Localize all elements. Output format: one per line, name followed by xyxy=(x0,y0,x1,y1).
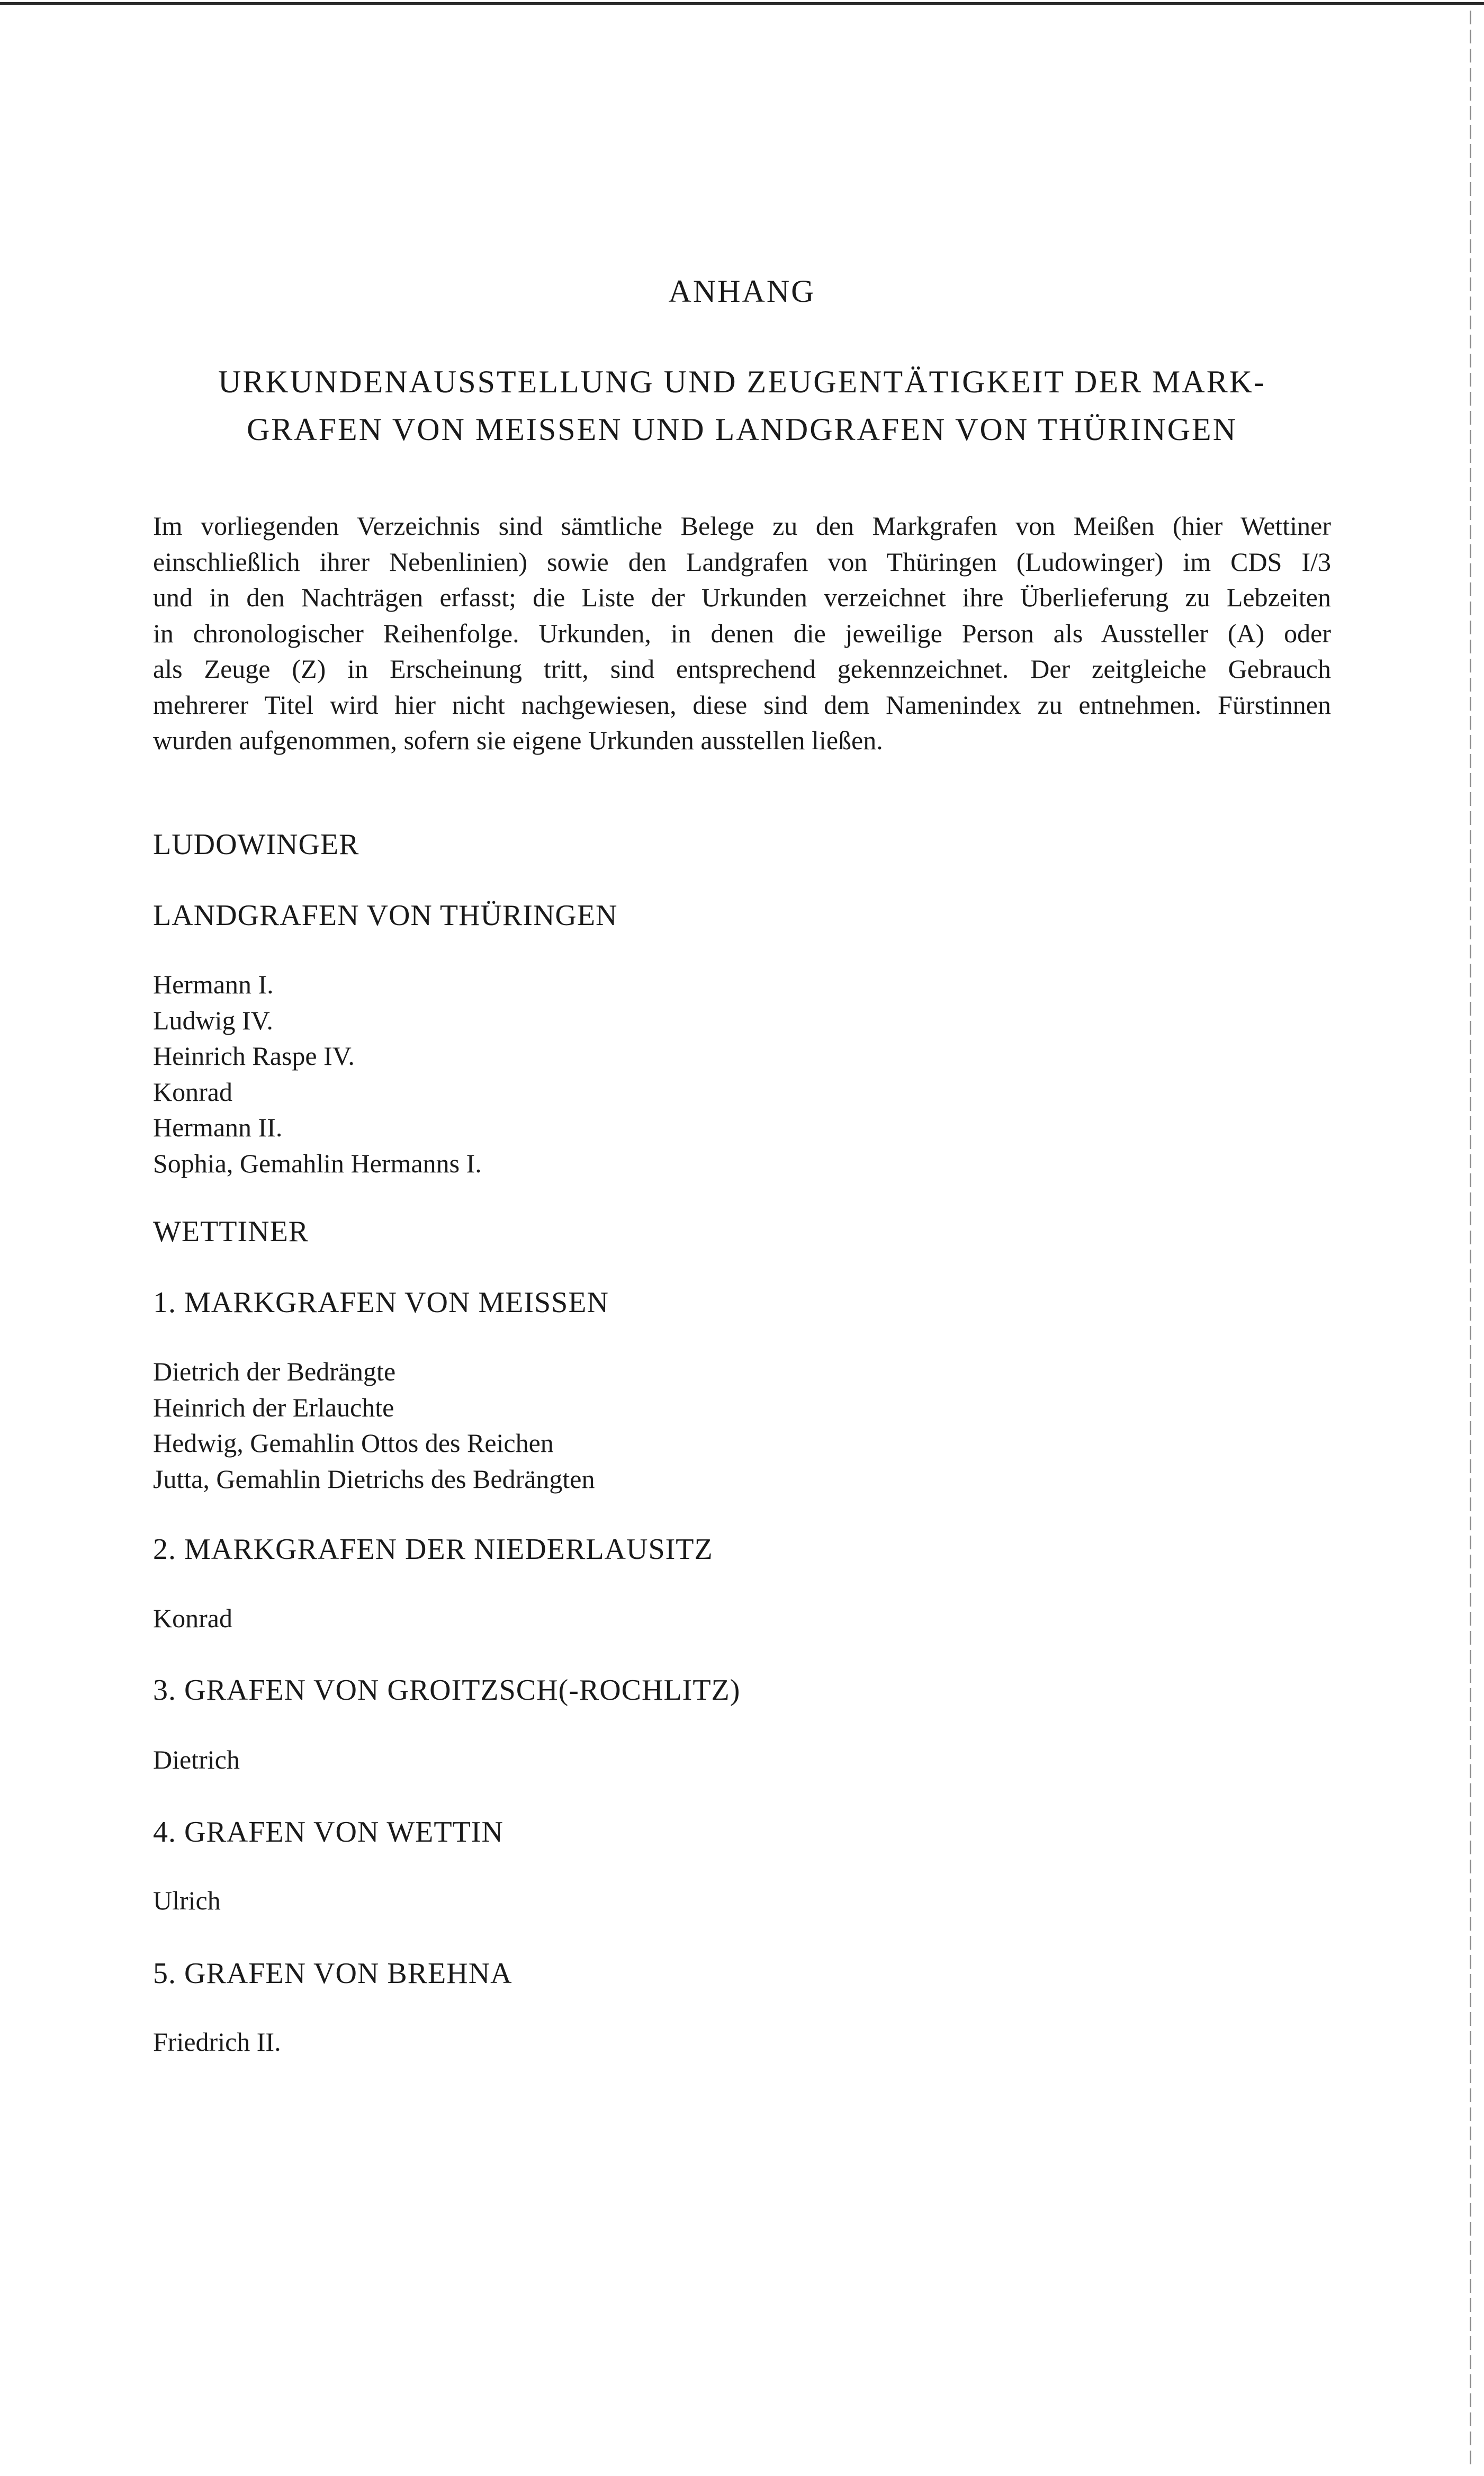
main-title-line-1: URKUNDENAUSSTELLUNG UND ZEUGENTÄTIGKEIT DER MARK- xyxy=(218,364,1266,399)
intro-line-4: in chronologischer Reihenfolge. Urkunden, in denen die jeweilige Person als Aussteller (A) oder xyxy=(153,618,1331,648)
main-title xyxy=(153,358,1331,453)
list-item: Dietrich der Bedrängte xyxy=(153,1357,396,1386)
page-edge-line xyxy=(1470,11,1471,2468)
ludowinger-name-list xyxy=(153,967,482,1181)
list-item: Dietrich xyxy=(153,1745,240,1774)
section-5-name-list xyxy=(153,2024,281,2060)
section-1-name-list xyxy=(153,1354,595,1497)
ludowinger-title: LUDOWINGER xyxy=(153,828,359,861)
intro-line-1: Im vorliegenden Verzeichnis sind sämtliche Belege zu den Markgrafen von Meißen (hier Wettiner xyxy=(153,511,1331,541)
list-item: Friedrich II. xyxy=(153,2027,281,2057)
wettiner-title: WETTINER xyxy=(153,1215,309,1248)
section-3-title: 3. GRAFEN VON GROITZSCH(-ROCHLITZ) xyxy=(153,1674,741,1707)
intro-paragraph xyxy=(153,508,1331,759)
intro-line-3: und in den Nachträgen erfasst; die Liste der Urkunden verzeichnet ihre Überlieferung zu Lebzeiten xyxy=(153,582,1331,612)
list-item: Ulrich xyxy=(153,1886,221,1915)
intro-line-7: wurden aufgenommen, sofern sie eigene Urkunden ausstellen ließen. xyxy=(153,725,883,755)
section-2-title: 2. MARKGRAFEN DER NIEDERLAUSITZ xyxy=(153,1533,713,1566)
list-item: Hermann I. xyxy=(153,970,274,999)
list-item: Heinrich der Erlauchte xyxy=(153,1392,394,1422)
section-2-name-list xyxy=(153,1601,232,1637)
list-item: Ludwig IV. xyxy=(153,1005,273,1035)
intro-line-2: einschließlich ihrer Nebenlinien) sowie den Landgrafen von Thüringen (Ludowinger) im CDS I/3 xyxy=(153,546,1331,577)
appendix-heading: ANHANG xyxy=(668,274,816,309)
section-1-title: 1. MARKGRAFEN VON MEISSEN xyxy=(153,1286,609,1319)
list-item: Konrad xyxy=(153,1603,232,1633)
list-item: Hedwig, Gemahlin Ottos des Reichen xyxy=(153,1428,554,1458)
top-rule xyxy=(0,2,1484,5)
section-4-title: 4. GRAFEN VON WETTIN xyxy=(153,1816,503,1849)
section-5-title: 5. GRAFEN VON BREHNA xyxy=(153,1957,512,1990)
list-item: Jutta, Gemahlin Dietrichs des Bedrängten xyxy=(153,1464,595,1494)
section-3-name-list xyxy=(153,1742,240,1778)
intro-line-5: als Zeuge (Z) in Erscheinung tritt, sind entsprechend gekennzeichnet. Der zeitgleiche Gebrauch xyxy=(153,654,1331,684)
list-item: Sophia, Gemahlin Hermanns I. xyxy=(153,1148,482,1178)
list-item: Hermann II. xyxy=(153,1113,283,1142)
section-4-name-list xyxy=(153,1883,221,1919)
intro-line-6: mehrerer Titel wird hier nicht nachgewiesen, diese sind dem Namenindex zu entnehmen. Fürstinnen xyxy=(153,689,1331,720)
list-item: Konrad xyxy=(153,1076,232,1107)
landgrafen-title: LANDGRAFEN VON THÜRINGEN xyxy=(153,899,618,932)
list-item: Heinrich Raspe IV. xyxy=(153,1041,355,1071)
main-title-line-2: GRAFEN VON MEISSEN UND LANDGRAFEN VON THÜRINGEN xyxy=(246,412,1238,447)
